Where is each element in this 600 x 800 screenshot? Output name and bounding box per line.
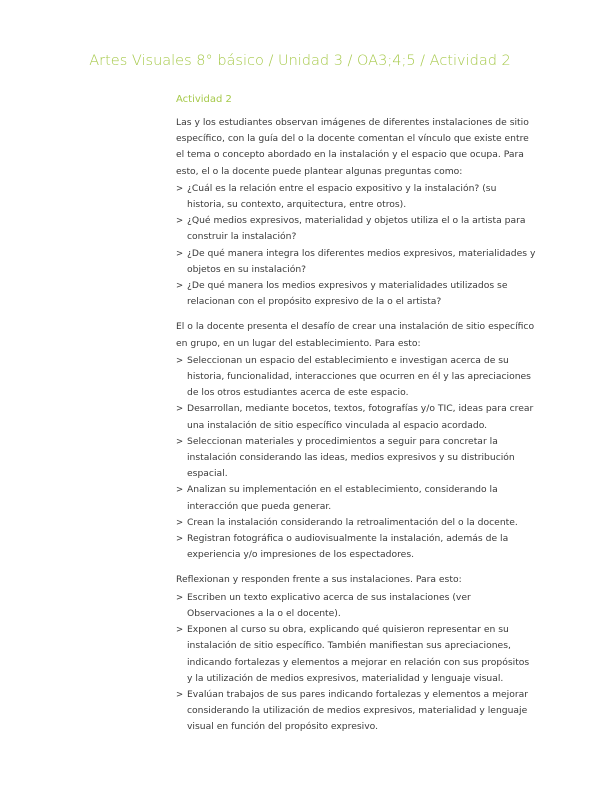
section1-questions-list	[176, 181, 536, 311]
section2-intro: El o la docente presenta el desafío de crear una instalación de sitio específico en grupo, en un lugar del establecimiento. Para esto:	[176, 321, 535, 349]
section2-steps-list	[176, 353, 536, 564]
section3-reflection-list	[176, 590, 536, 736]
list-item: > Seleccionan materiales y procedimientos a seguir para concretar la instalación considerando las ideas, medios expresivos y su distribución espacial.	[176, 434, 536, 483]
list-item: > ¿Qué medios expresivos, materialidad y objetos utiliza el o la artista para construir la instalación?	[176, 213, 536, 245]
list-item: > ¿De qué manera integra los diferentes medios expresivos, materialidades y objetos en su instalación?	[176, 246, 536, 278]
activity-content	[176, 93, 536, 736]
list-item: > Registran fotográfica o audiovisualmente la instalación, además de la experiencia y/o impresiones de los espectadores.	[176, 531, 536, 563]
list-item: > Analizan su implementación en el establecimiento, considerando la interacción que pueda generar.	[176, 482, 536, 514]
list-item: > ¿Cuál es la relación entre el espacio expositivo y la instalación? (su historia, su contexto, arquitectura, entre otros).	[176, 181, 536, 213]
section3-intro: Reflexionan y responden frente a sus instalaciones. Para esto:	[176, 574, 462, 586]
list-item: > Crean la instalación considerando la retroalimentación del o la docente.	[176, 515, 536, 531]
list-item: > Escriben un texto explicativo acerca de sus instalaciones (ver Observaciones a la o el docente).	[176, 590, 536, 622]
list-item: > Desarrollan, mediante bocetos, textos, fotografías y/o TIC, ideas para crear una instalación de sitio específico vinculada al espacio acordado.	[176, 401, 536, 433]
activity-label: Actividad 2	[176, 94, 232, 105]
list-item: > Evalúan trabajos de sus pares indicando fortalezas y elementos a mejorar considerando la utilización de medios expresivos, materialidad y lenguaje visual en función del propósito expresivo.	[176, 687, 536, 736]
list-item: > Exponen al curso su obra, explicando qué quisieron representar en su instalación de sitio específico. También manifiestan sus apreciaciones, indicando fortalezas y elementos a mejorar en relación con sus propósitos y la utilización de medios expresivos, materialidad y lenguaje visual.	[176, 622, 536, 687]
section1-intro: Las y los estudiantes observan imágenes de diferentes instalaciones de sitio específico, con la guía del o la docente comentan el vínculo que existe entre el tema o concepto abordado en la instalación y el espacio que ocupa. Para esto, el o la docente puede plantear algunas preguntas como:	[176, 117, 529, 177]
page-header-title: Artes Visuales 8° básico / Unidad 3 / OA3;4;5 / Actividad 2	[89, 53, 511, 69]
list-item: > Seleccionan un espacio del establecimiento e investigan acerca de su historia, funcionalidad, interacciones que ocurren en él y las apreciaciones de los otros estudiantes acerca de este espacio.	[176, 353, 536, 402]
list-item: > ¿De qué manera los medios expresivos y materialidades utilizados se relacionan con el propósito expresivo de la o el artista?	[176, 278, 536, 310]
